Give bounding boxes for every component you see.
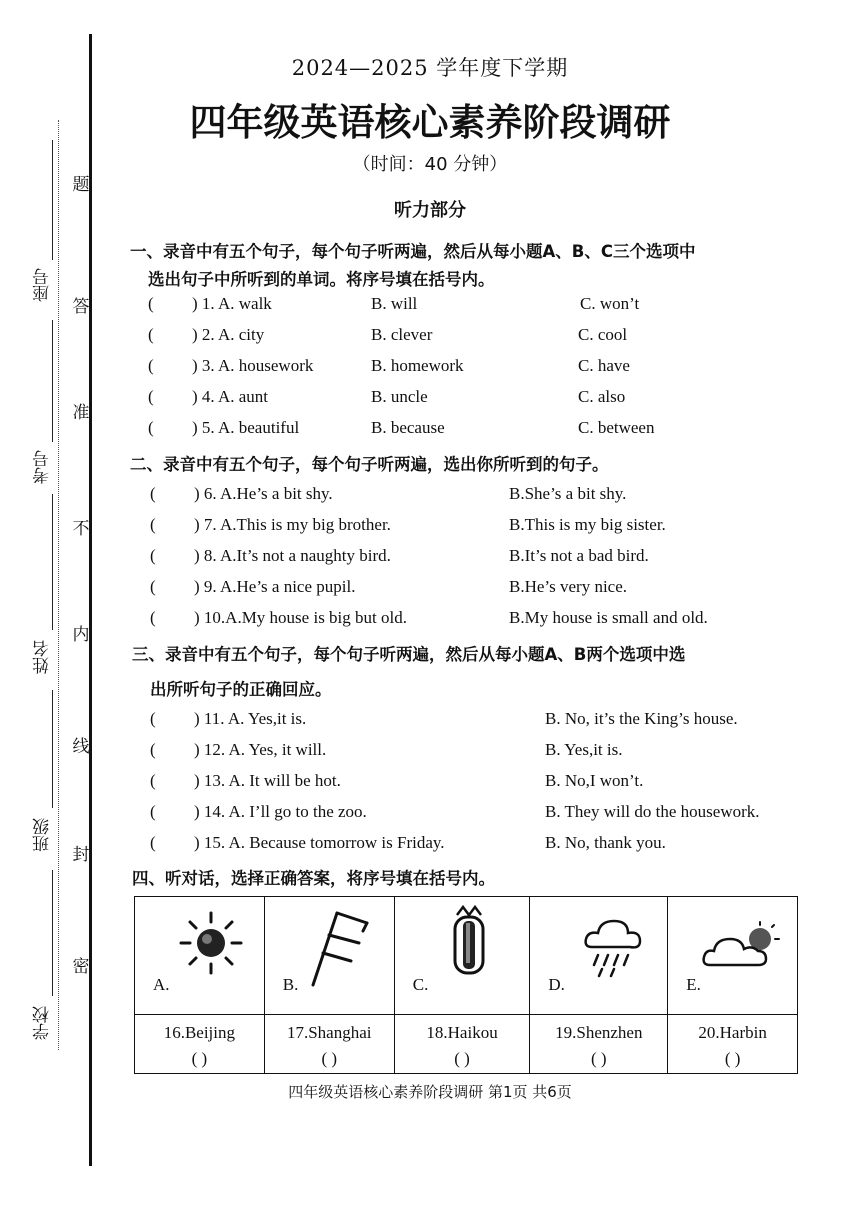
city-cell (668, 1015, 798, 1074)
question-9-b: B.He’s very nice. (509, 577, 628, 596)
time-limit: （时间：40 分钟） (352, 154, 508, 175)
question-3-b: B. homework (371, 356, 464, 375)
city-shenzhen: 19.Shenzhen (555, 1023, 643, 1043)
section-title: 听力部分 (394, 200, 466, 221)
answer-paren[interactable]: ( (148, 356, 154, 375)
answer-paren[interactable]: ( (150, 833, 156, 852)
question-1-b: B. will (371, 294, 418, 313)
answer-paren[interactable]: ( (150, 546, 156, 565)
option-e-cell (668, 897, 798, 1015)
question-2-c: C. cool (578, 325, 628, 344)
seal-char: 封 (72, 845, 90, 865)
question-10-b: B.My house is small and old. (509, 608, 708, 627)
school-year: 2024—2025 学年度下学期 (291, 56, 569, 80)
answer-paren[interactable]: ( (150, 484, 156, 503)
answer-paren[interactable]: ( (148, 418, 154, 437)
part1-instruction: 一、录音中有五个句子，每个句子听两遍，然后从每小题A、B、C三个选项中 (130, 242, 696, 261)
question-3-a: ) 3. A. housework (192, 356, 314, 375)
city-harbin: 20.Harbin (698, 1023, 767, 1043)
question-1-c: C. won’t (580, 294, 640, 313)
part3-instruction: 三、录音中有五个句子，每个句子听两遍，然后从每小题A、B两个选项中选 (132, 645, 686, 664)
question-14-b: B. They will do the housework. (545, 802, 760, 821)
question-13-a: ) 13. A. It will be hot. (194, 771, 341, 790)
answer-paren[interactable]: ( (150, 515, 156, 534)
option-e-label: E. (686, 975, 701, 994)
class-label: 班级 (33, 818, 53, 852)
cut-line (58, 120, 59, 1050)
question-2-a: ) 2. A. city (192, 325, 265, 344)
thermometer-icon (449, 905, 489, 981)
sun-icon (179, 911, 243, 975)
question-5-c: C. between (578, 418, 655, 437)
option-d-label: D. (548, 975, 565, 994)
question-9-a: ) 9. A.He’s a nice pupil. (194, 577, 356, 596)
name-label: 姓名 (33, 640, 53, 674)
wind-icon (307, 909, 373, 989)
question-10-a: ) 10.A.My house is big but old. (194, 608, 407, 627)
question-11-a: ) 11. A. Yes,it is. (194, 709, 307, 728)
question-4-c: C. also (578, 387, 626, 406)
question-8-a: ) 8. A.It’s not a naughty bird. (194, 546, 391, 565)
seal-char: 内 (72, 625, 90, 645)
question-15-b: B. No, thank you. (545, 833, 666, 852)
question-12-b: B. Yes,it is. (545, 740, 623, 759)
exam-number-label: 考号 (33, 450, 53, 484)
city-beijing: 16.Beijing (163, 1023, 236, 1043)
school-label: 学校 (33, 1006, 53, 1040)
answer-paren[interactable]: ( (148, 294, 154, 313)
seal-char: 准 (72, 403, 90, 423)
option-b-label: B. (282, 975, 299, 994)
answer-blank-20[interactable]: ( ) (724, 1049, 741, 1069)
question-12-a: ) 12. A. Yes, it will. (194, 740, 327, 759)
answer-paren[interactable]: ( (150, 771, 156, 790)
question-4-a: ) 4. A. aunt (192, 387, 269, 406)
question-8-b: B.It’s not a bad bird. (509, 546, 649, 565)
option-a-label: A. (153, 975, 170, 994)
question-6-a: ) 6. A.He’s a bit shy. (194, 484, 333, 503)
city-haikou: 18.Haikou (426, 1023, 498, 1043)
part4-instruction: 四、听对话，选择正确答案，将序号填在括号内。 (132, 869, 495, 888)
question-5-a: ) 5. A. beautiful (192, 418, 300, 437)
question-6-b: B.She’s a bit shy. (509, 484, 627, 503)
seal-char: 答 (72, 297, 90, 317)
question-7-b: B.This is my big sister. (509, 515, 666, 534)
city-shanghai: 17.Shanghai (286, 1023, 372, 1043)
answer-paren[interactable]: ( (150, 709, 156, 728)
option-c-label: C. (412, 975, 429, 994)
question-5-b: B. because (371, 418, 445, 437)
answer-paren[interactable]: ( (150, 802, 156, 821)
answer-paren[interactable]: ( (148, 387, 154, 406)
question-3-c: C. have (578, 356, 630, 375)
page-footer: 四年级英语核心素养阶段调研 第1页 共6页 (288, 1083, 572, 1101)
question-11-b: B. No, it’s the King’s house. (545, 709, 738, 728)
seal-char: 题 (72, 175, 90, 195)
seal-char: 线 (72, 737, 90, 757)
part2-instruction: 二、录音中有五个句子，每个句子听两遍，选出你所听到的句子。 (130, 455, 609, 474)
option-c-cell (394, 897, 530, 1015)
option-b-cell (264, 897, 394, 1015)
answer-paren[interactable]: ( (150, 577, 156, 596)
city-cell (530, 1015, 668, 1074)
cloudy-icon (702, 921, 782, 973)
answer-paren[interactable]: ( (148, 325, 154, 344)
question-15-a: ) 15. A. Because tomorrow is Friday. (194, 833, 445, 852)
question-4-b: B. uncle (371, 387, 428, 406)
rain-icon (580, 913, 646, 979)
question-14-a: ) 14. A. I’ll go to the zoo. (194, 802, 367, 821)
weather-table (134, 896, 798, 1074)
answer-blank-18[interactable]: ( ) (454, 1049, 470, 1069)
school-line[interactable] (52, 870, 53, 996)
exam-number-line[interactable] (52, 320, 53, 442)
answer-paren[interactable]: ( (150, 608, 156, 627)
question-1-a: ) 1. A. walk (192, 294, 272, 313)
city-cell (135, 1015, 265, 1074)
option-d-cell (530, 897, 668, 1015)
seal-char: 不 (72, 519, 90, 539)
answer-paren[interactable]: ( (150, 740, 156, 759)
seal-char: 密 (72, 957, 90, 977)
city-cell (264, 1015, 394, 1074)
answer-blank-17[interactable]: ( ) (321, 1049, 338, 1069)
answer-blank-16[interactable]: ( ) (191, 1049, 208, 1069)
part3-instruction-cont: 出所听句子的正确回应。 (150, 680, 332, 699)
seat-number-label: 座号 (33, 268, 53, 302)
question-7-a: ) 7. A.This is my big brother. (194, 515, 391, 534)
question-2-b: B. clever (371, 325, 433, 344)
city-cell (394, 1015, 530, 1074)
question-13-b: B. No,I won’t. (545, 771, 644, 790)
class-line[interactable] (52, 690, 53, 808)
answer-blank-19[interactable]: ( ) (591, 1049, 607, 1069)
option-a-cell (135, 897, 265, 1015)
part1-instruction-cont: 选出句子中所听到的单词。将序号填在括号内。 (148, 270, 495, 289)
page-title: 四年级英语核心素养阶段调研 (189, 101, 671, 144)
name-line[interactable] (52, 494, 53, 630)
